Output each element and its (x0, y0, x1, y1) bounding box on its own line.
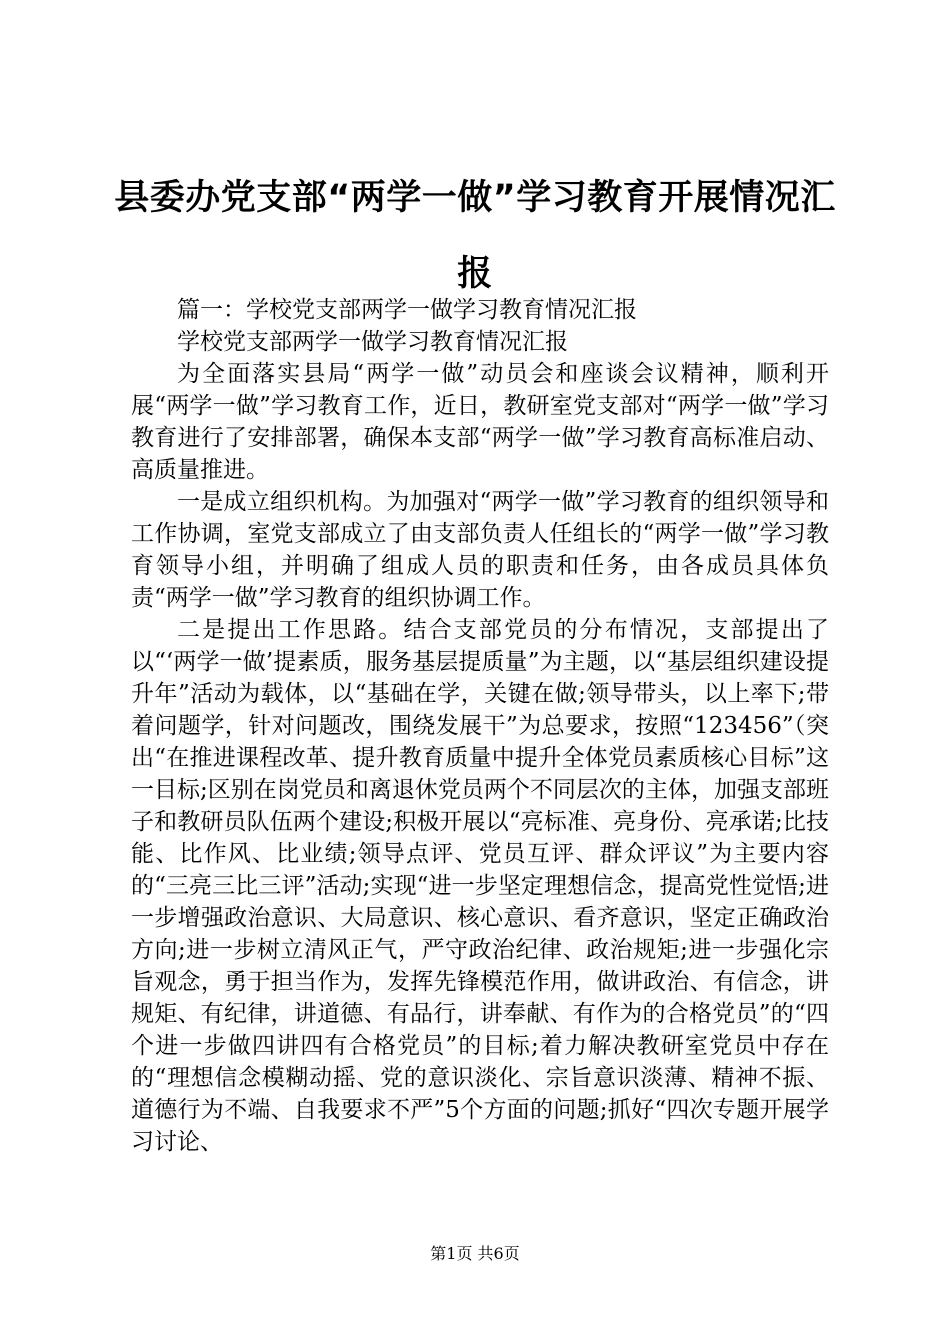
document-body (131, 294, 829, 1158)
document-title: 县委办党支部“两学一做”学习教育开展情况汇报 (114, 178, 836, 294)
paragraph-subtitle: 学校党支部两学一做学习教育情况汇报 (177, 329, 568, 355)
paragraph-section-heading: 篇一：学校党支部两学一做学习教育情况汇报 (177, 297, 637, 323)
paragraph-point-one: 一是成立组织机构。为加强对“两学一做”学习教育的组织领导和工作协调，室党支部成立了由支部负责人任组长的“两学一做”学习教育领导小组，并明确了组成人员的职责和任务，由各成员具体负责“两学一做”学习教育的组织协调工作。 (131, 489, 829, 611)
page-number-label: 第1页 共6页 (430, 1244, 520, 1263)
paragraph-intro: 为全面落实县局“两学一做”动员会和座谈会议精神，顺利开展“两学一做”学习教育工作，近日，教研室党支部对“两学一做”学习教育进行了安排部署，确保本支部“两学一做”学习教育高标准启动、高质量推进。 (131, 361, 829, 483)
page-footer (0, 1243, 950, 1265)
paragraph-point-two: 二是提出工作思路。结合支部党员的分布情况，支部提出了以“‘两学一做’提素质，服务基层提质量”为主题，以“基层组织建设提升年”活动为载体，以“基础在学，关键在做;领导带头，以上率下;带着问题学，针对问题改，围绕发展干”为总要求，按照“123456”（突出“在推进课程改革、提升教育质量中提升全体党员素质核心目标”这一目标;区别在岗党员和离退休党员两个不同层次的主体，加强支部班子和教研员队伍两个建设;积极开展以“亮标准、亮身份、亮承诺;比技能、比作风、比业绩;领导点评、党员互评、群众评议”为主要内容的“三亮三比三评”活动;实现“进一步坚定理想信念，提高党性觉悟;进一步增强政治意识、大局意识、核心意识、看齐意识，坚定正确政治方向;进一步树立清风正气，严守政治纪律、政治规矩;进一步强化宗旨观念，勇于担当作为，发挥先锋模范作用，做讲政治、有信念，讲规矩、有纪律，讲道德、有品行，讲奉献、有作为的合格党员”的“四个进一步做四讲四有合格党员”的目标;着力解决教研室党员中存在的“理想信念模糊动摇、党的意识淡化、宗旨意识淡薄、精神不振、道德行为不端、自我要求不严”5个方面的问题;抓好“四次专题开展学习讨论、 (131, 617, 829, 1155)
